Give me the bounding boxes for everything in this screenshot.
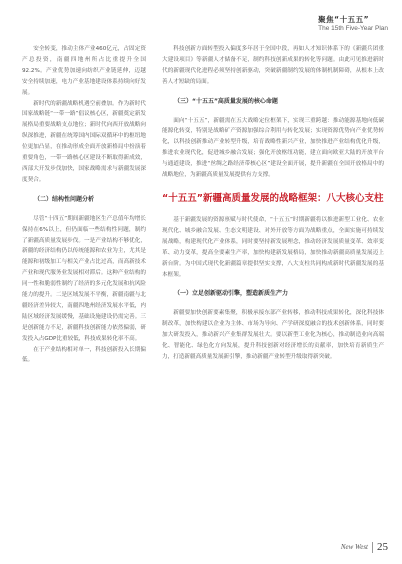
- page-footer: [341, 541, 388, 553]
- paragraph: 新时代的新疆战略机遇空前叠加。作为新时代国家战略链“一带一路”倡议核心区，新疆奠定新发展格局重要战略支点地位；新时代向西开放战略向纵深推进，新疆在统筹国内国际双循环中的枢纽地位更加凸显，在推动形成全面开放新格局中扮演着重要角色，一带一路核心区建设不断取得新成效，西部大开发步伐加快，国家战略需求与新疆发展深度契合。: [22, 100, 146, 183]
- page-header: [318, 14, 388, 32]
- section-subtitle: The 15th Five-Year Plan: [318, 25, 388, 32]
- paragraph: 面向“十五五”，新疆需在五大战略定位框架下，实现三重跨越：推动能源基地向低碳能源化转变，特别是战略矿产资源加强综合利用与转化发展；实现资源优势向产业优势转化，以科技创新推动产业转型升级，培育战略性新兴产业，加快推进产业结构优化升级，推进农业现代化，促进城乡融合发展；强化开放枢纽功能，建立面向欧亚大陆的开放平台与通道建设，推进“丝绸之路经济带核心区”建设全面开展，提升新疆在全国开放格局中的战略地位，为新疆高质量发展提供有力支撑。: [162, 117, 384, 179]
- section-heading: “十五五”新疆高质量发展的战略框架：八大核心支柱: [162, 192, 384, 204]
- paragraph: 在于产业结构相对单一，科技创新投入长期偏低。: [22, 346, 146, 364]
- paragraph: 基于新疆发展的资源禀赋与时代使命，“十五五”时期新疆将以推进新型工业化、农业现代化、城乡融合发展、生态文明建设、对外开放等方面为战略重点，全面实施可持续发展战略，构建现代化产业体系，同时要坚持新发展理念，推动经济发展质量变革、效率变革、动力变革，提高全要素生产率，加快构建新发展格局，加快推动新疆高质量发展迈上新台阶。为中国式现代化新疆篇章提供坚实支撑，八大支柱共同构成新时代新疆发展的基本框架。: [162, 216, 384, 278]
- page-number: 25: [377, 541, 388, 553]
- footer-divider: [372, 542, 373, 553]
- paragraph: 尽管“十四五”期间新疆地区生产总值年均增长保持在6%以上，但仍面临一些结构性问题，制约了新疆高质量发展步伐。一是产业结构不够优化，新疆的经济结构仍以传统能源和农业为主，尤其是能源和初级加工与相关产业占比过高，而高新技术产业和现代服务业发展相对滞后。这种产业结构的同一性和脆弱性制约了经济的多元化发展和抗风险能力的提升。二是区域发展不平衡，新疆南疆与北疆经济差异较大，南疆四地州经济发展水平低，内陆区域经济发展缓慢，基础设施建设仍需完善。三是创新能力不足，新疆科技创新能力依然偏弱，研发投入占GDP比重较低，科技成果转化率不高。: [22, 215, 146, 342]
- magazine-brand: New West: [340, 543, 368, 551]
- section-title: 聚焦“十五五”: [318, 15, 369, 24]
- paragraph: 安全转变，推动主体产业460亿元，占固定资产总投资，南疆四地州所占比重提升全国92.2%。产业优势加速向纺织产业链延伸，迈越安全持续加速，电力产业基地建设体系持续向好发展。: [22, 46, 146, 96]
- left-column: [22, 44, 146, 366]
- subheading: （一）立足创新驱动引擎，塑造新质生产力: [174, 290, 289, 298]
- subheading: （三）“十五五”高质量发展的核心命题: [174, 97, 278, 105]
- paragraph: 新疆要加快创新要素集聚，积极承接东部产业转移，推动科技成果转化，深化科技体制改革，加快构建以企业为主体、市场为导向、产学研深度融合的技术创新体系，同时要加大研发投入，推动新兴产业集群发展壮大。要以新型工业化为核心，推动制造业向高端化、智能化、绿色化方向发展，提升科技创新对经济增长的贡献率，加快培育新质生产力，打造新疆高质量发展新引擎，推动新疆产业转型升级取得新突破。: [162, 310, 384, 360]
- right-column: [162, 44, 384, 363]
- subheading: （二）结构性问题分析: [34, 195, 95, 203]
- paragraph: 科技创新方面转型投入偏度多年居于全国中段，再如人才知识体系下的《新疆兵团重大建设项目》等新疆人才储备不足，制约科技创新成果的转化等问题。由此可见推进新时代的新疆现代化进程必须坚持创新驱动，突破新疆制约发展的体制机制障碍，从根本上改善人才短缺的局面。: [162, 46, 384, 85]
